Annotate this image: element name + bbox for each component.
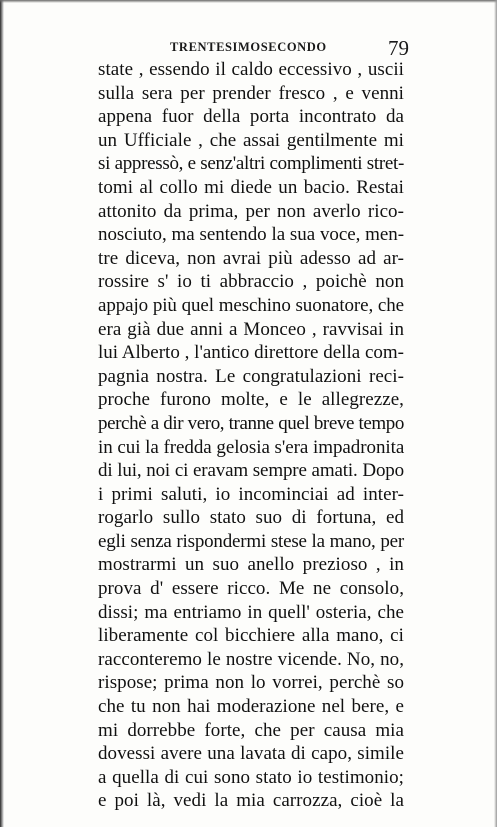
text-line: perchè a dir vero, tranne quel breve tempo (98, 412, 404, 434)
text-line: rossire s' io ti abbraccio , poichè non (98, 271, 404, 293)
text-line: era già due anni a Monceo , ravvisai in (98, 318, 404, 340)
text-line: tomi al collo mi diede un bacio. Restai (98, 176, 404, 198)
text-line: pagnia nostra. Le congratulazioni reci- (98, 365, 404, 387)
text-line: lui Alberto , l'antico direttore della com- (98, 342, 404, 364)
body-text (98, 58, 404, 813)
text-line: dissi; ma entriamo in quell' osteria, che (98, 601, 404, 623)
text-line: in cui la fredda gelosia s'era impadronita (98, 436, 405, 458)
text-line: un Ufficiale , che assai gentilmente mi (98, 129, 404, 151)
page-edge-shadow-left (0, 0, 4, 827)
text-line: i primi saluti, io incominciai ad inter- (98, 483, 404, 505)
text-line: prova d' essere ricco. Me ne consolo, (98, 578, 404, 600)
text-line: a quella di cui sono stato io testimonio; (98, 766, 404, 788)
text-line: egli senza rispondermi stese la mano, per (98, 530, 404, 552)
text-line: dovessi avere una lavata di capo, simile (98, 743, 404, 765)
text-line: state , essendo il caldo eccessivo , uscii (98, 59, 404, 80)
page-number: 79 (388, 36, 409, 60)
text-line: sulla sera per prender fresco , e venni (98, 82, 404, 104)
text-line: attonito da prima, per non averlo rico- (98, 200, 404, 222)
text-line: rispose; prima non lo vorrei, perchè so (98, 672, 404, 694)
text-line: e poi là, vedi la mia carrozza, cioè la (98, 790, 404, 812)
text-line: mi dorrebbe forte, che per causa mia (98, 719, 404, 741)
page-edge-shadow-top (0, 0, 497, 3)
text-line: nosciuto, ma sentendo la sua voce, men- (98, 224, 404, 246)
text-line: appena fuor della porta incontrato da (98, 106, 404, 128)
text-line: liberamente col bicchiere alla mano, ci (98, 625, 404, 647)
text-line: mostrarmi un suo anello prezioso , in (98, 554, 404, 576)
text-line: racconteremo le nostre vicende. No, no, (98, 648, 404, 670)
text-line: proche furono molte, e le allegrezze, (98, 389, 404, 411)
text-line: tre diceva, non avrai più adesso ad ar- (98, 247, 404, 269)
text-line: appajo più quel meschino suonatore, che (98, 294, 404, 316)
text-line: di lui, noi ci eravam sempre amati. Dopo (98, 460, 404, 482)
text-line: che tu non hai moderazione nel bere, e (98, 696, 404, 718)
running-head: TRENTESIMOSECONDO (170, 40, 327, 54)
text-line: si appressò, e senz'altri complimenti stret- (98, 153, 404, 175)
text-line: rogarlo sullo stato suo di fortuna, ed (98, 507, 404, 529)
